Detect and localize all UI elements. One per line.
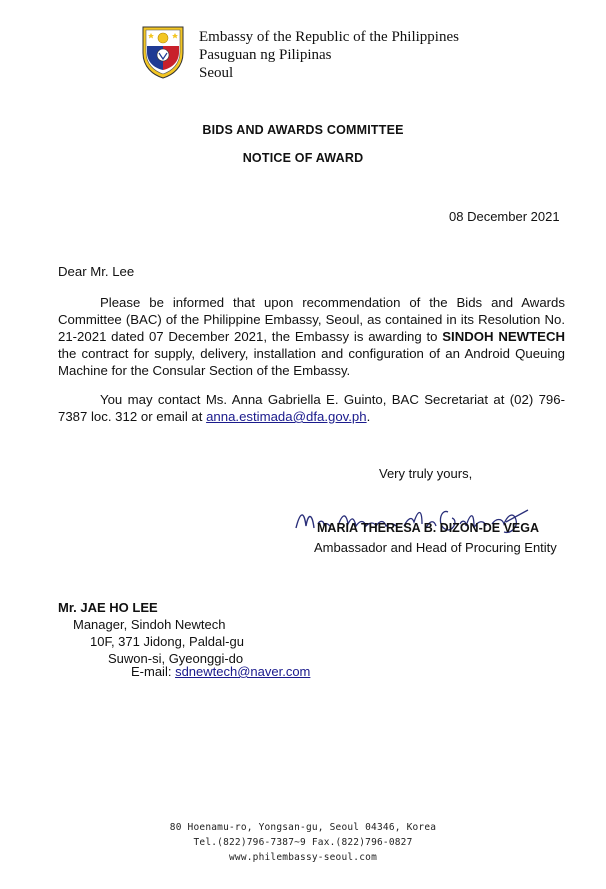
- paragraph-contact: [58, 391, 565, 425]
- footer-address: 80 Hoenamu-ro, Yongsan-gu, Seoul 04346, Korea: [169, 822, 437, 833]
- salutation: Dear Mr. Lee: [58, 264, 135, 279]
- paragraph-award-text-before: Please be informed that upon recommendation of the Bids and Awards Committee (BAC) of the Philippine Embassy, Seoul, as contained in its Resolution No. 21-2021 dated 07 December 2021, the Embassy is awarding to: [58, 295, 565, 344]
- signer-name: MARIA THERESA B. DIZON-DE VEGA: [317, 521, 539, 535]
- paragraph-award-text-after: the contract for supply, delivery, installation and configuration of an Android Queuing Machine for the Consular Section of the Embassy.: [58, 346, 565, 378]
- recipient-address-line1: 10F, 371 Jidong, Paldal-gu: [90, 634, 244, 649]
- recipient-address-line2: Suwon-si, Gyeonggi-do: [108, 651, 244, 666]
- recipient-email-row: [131, 663, 310, 680]
- paragraph-contact-text-after: .: [366, 409, 371, 424]
- awarded-company: SINDOH NEWTECH: [442, 329, 565, 344]
- recipient-position: Manager, Sindoh Newtech: [73, 617, 226, 632]
- closing: Very truly yours,: [379, 466, 473, 481]
- bac-email-link[interactable]: anna.estimada@dfa.gov.ph: [206, 409, 367, 424]
- embassy-name: Embassy of the Republic of the Philippines: [199, 29, 459, 45]
- committee-heading: BIDS AND AWARDS COMMITTEE: [202, 123, 404, 137]
- recipient-email-link[interactable]: sdnewtech@naver.com: [175, 664, 311, 679]
- footer-website: www.philembassy-seoul.com: [229, 852, 377, 863]
- embassy-city: Seoul: [199, 65, 234, 81]
- philippine-seal-icon: [139, 23, 187, 79]
- signer-title: Ambassador and Head of Procuring Entity: [314, 540, 557, 555]
- recipient-email-label: E-mail:: [131, 664, 176, 679]
- paragraph-award: [58, 294, 565, 379]
- footer-phone: Tel.(822)796-7387~9 Fax.(822)796-0827: [193, 837, 413, 848]
- embassy-name-filipino: Pasuguan ng Pilipinas: [199, 47, 332, 63]
- recipient-name: Mr. JAE HO LEE: [58, 600, 158, 615]
- paragraph-contact-text-before: You may contact Ms. Anna Gabriella E. Guinto, BAC Secretariat at (02) 796-7387 loc. 312 or email at: [58, 392, 565, 424]
- notice-heading: NOTICE OF AWARD: [242, 151, 364, 165]
- letter-date: 08 December 2021: [449, 209, 560, 224]
